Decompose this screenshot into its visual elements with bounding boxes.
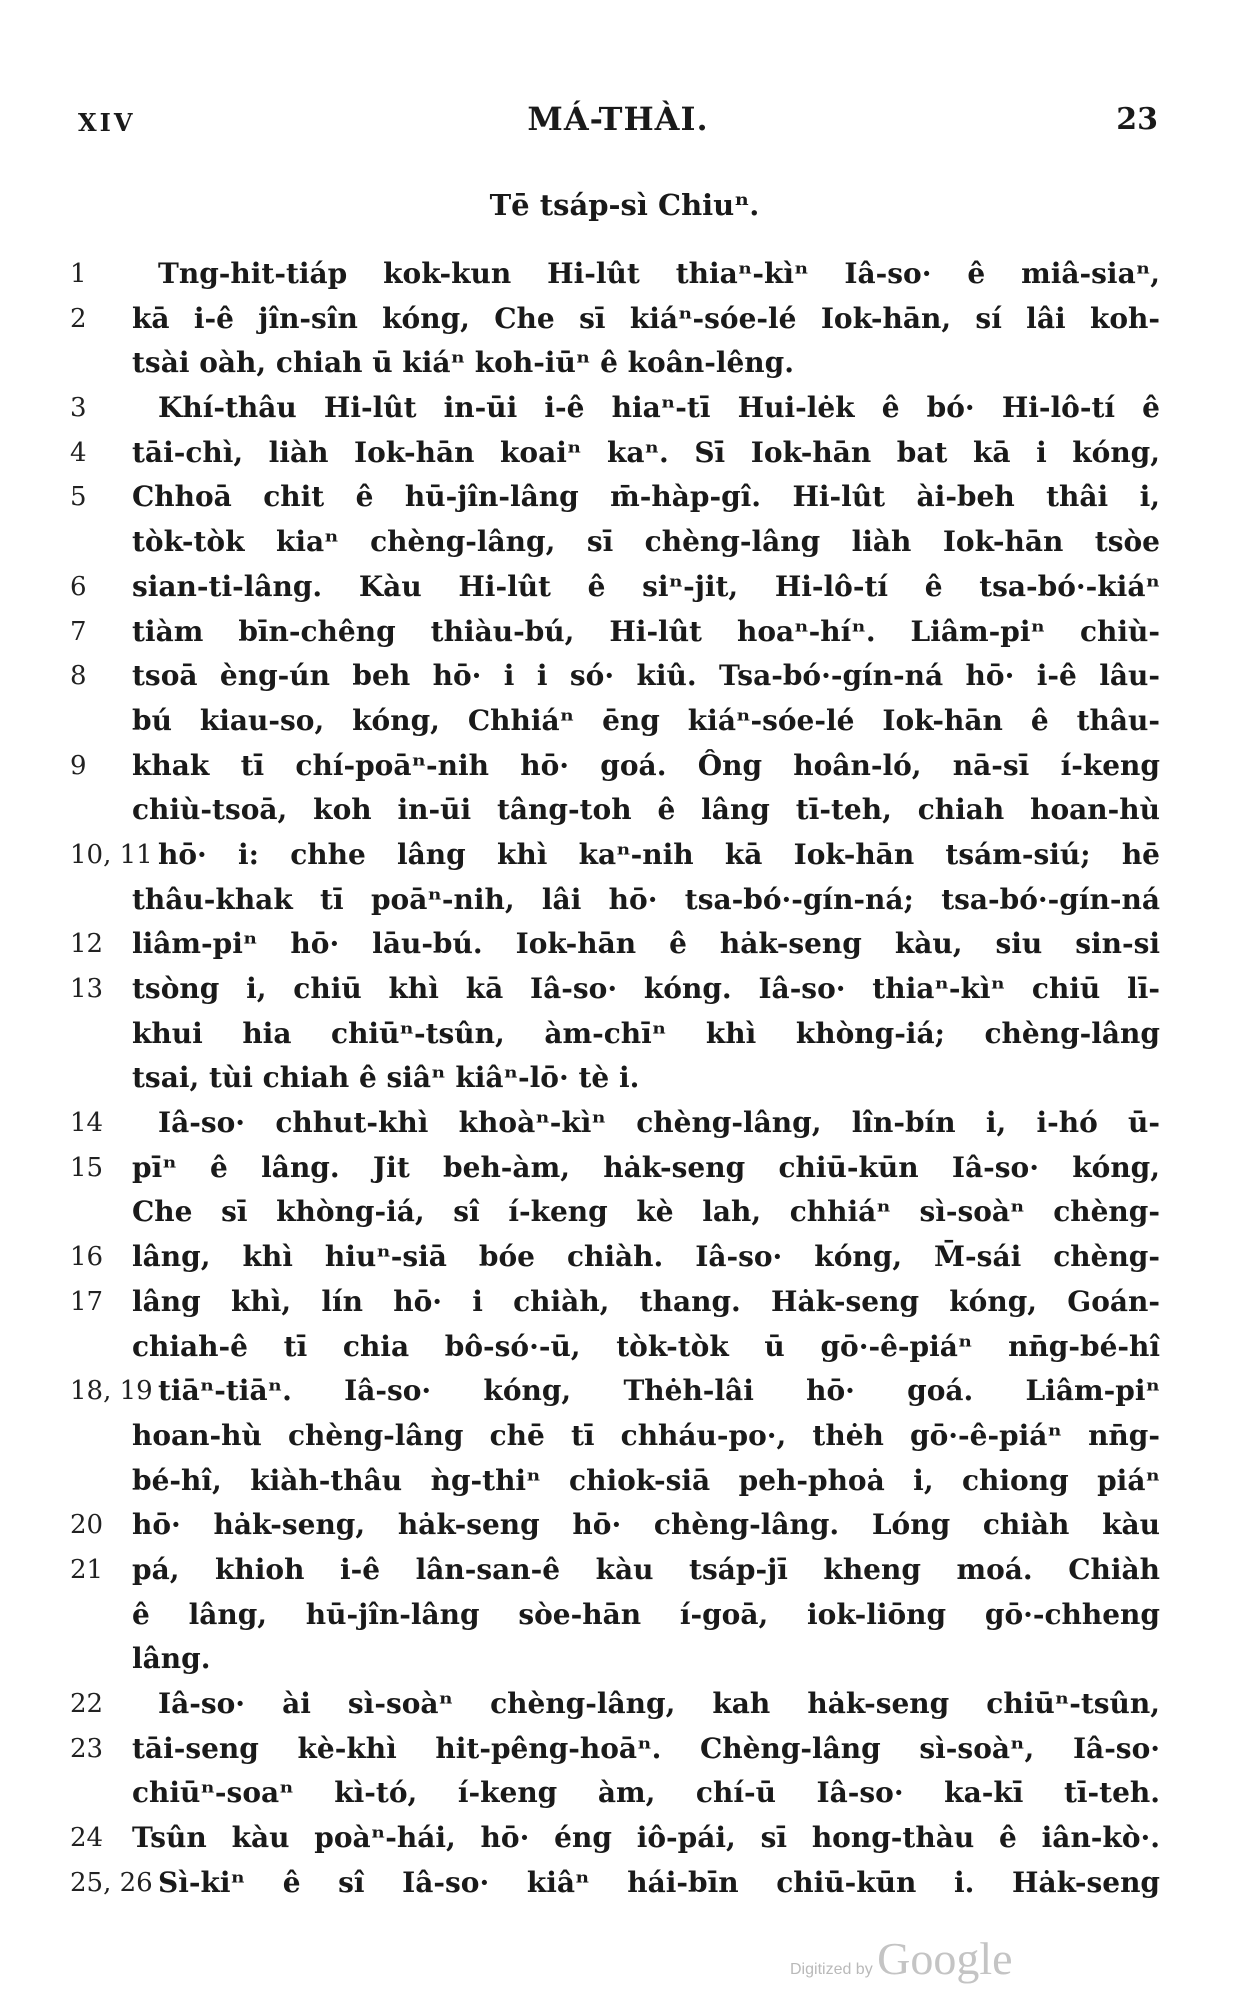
text-line xyxy=(70,788,1160,833)
verse-number: 18, 19 xyxy=(70,1376,153,1407)
line-text: tsoā èng-ún beh hō· i i só· kiû. Tsa-bó·-gín-ná hō· i-ê lâu- xyxy=(132,659,1160,693)
text-line xyxy=(70,610,1160,655)
verse-number: 22 xyxy=(70,1689,104,1719)
line-text: chiù-tsoā, koh in-ūi tâng-toh ê lâng tī-teh, chiah hoan-hù xyxy=(132,793,1160,827)
text-line xyxy=(70,1369,1160,1414)
watermark-prefix: Digitized by xyxy=(790,1961,873,1978)
line-text: tiàm bīn-chêng thiàu-bú, Hi-lût hoaⁿ-híⁿ. Liâm-piⁿ chiù- xyxy=(132,614,1160,648)
verse-number: 12 xyxy=(70,929,104,960)
verse-number: 25, 26 xyxy=(70,1867,153,1898)
text-line xyxy=(70,1101,1160,1146)
line-text: Tsûn kàu poàⁿ-hái, hō· éng iô-pái, sī hong-thàu ê iân-kò·. xyxy=(132,1821,1160,1855)
text-line xyxy=(70,1056,1160,1101)
line-text: Iâ-so· ài sì-soàⁿ chèng-lâng, kah hȧk-seng chiūⁿ-tsûn, xyxy=(158,1687,1160,1720)
text-line xyxy=(70,1816,1160,1861)
verse-number: 1 xyxy=(70,259,87,289)
verse-number: 6 xyxy=(70,571,87,602)
line-text: hoan-hù chèng-lâng chē tī chháu-po·, thėh gō·-ê-piáⁿ nn̄g- xyxy=(132,1418,1160,1452)
line-text: kā i-ê jîn-sîn kóng, Che sī kiáⁿ-sóe-lé Iok-hān, sí lâi koh- xyxy=(132,301,1160,335)
book-title: MÁ-THÀI. xyxy=(527,100,709,138)
verse-number: 3 xyxy=(70,393,87,424)
line-text: chiūⁿ-soaⁿ kì-tó, í-keng àm, chí-ū Iâ-so· ka-kī tī-teh. xyxy=(132,1776,1160,1810)
line-text: thâu-khak tī poāⁿ-nih, lâi hō· tsa-bó·-gín-ná; tsa-bó·-gín-ná xyxy=(132,882,1160,916)
verse-number: 7 xyxy=(70,616,87,647)
line-text: tsai, tùi chiah ê siâⁿ kiâⁿ-lō· tè i. xyxy=(132,1061,640,1095)
text-line xyxy=(70,878,1160,923)
line-text: hō· i: chhe lâng khì kaⁿ-nih kā Iok-hān tsám-siú; hē xyxy=(158,837,1160,871)
page-header xyxy=(78,100,1158,150)
verse-number: 10, 11 xyxy=(70,839,153,870)
text-line xyxy=(70,341,1160,386)
line-text: tāi-chì, liàh Iok-hān koaiⁿ kaⁿ. Sī Iok-hān bat kā i kóng, xyxy=(132,435,1160,469)
line-text: tsòng i, chiū khì kā Iâ-so· kóng. Iâ-so· thiaⁿ-kìⁿ chiū lī- xyxy=(132,972,1160,1005)
text-line xyxy=(70,1280,1160,1325)
line-text: hō· hȧk-seng, hȧk-seng hō· chèng-lâng. Lóng chiàh kàu xyxy=(132,1508,1160,1542)
text-line xyxy=(70,699,1160,744)
verse-number: 24 xyxy=(70,1823,104,1854)
verse-number: 8 xyxy=(70,661,87,692)
digitized-watermark xyxy=(790,1932,1013,1985)
text-line xyxy=(70,252,1160,297)
line-text: lâng khì, lín hō· i chiàh, thang. Hȧk-seng kóng, Goán- xyxy=(132,1284,1160,1318)
line-text: khak tī chí-poāⁿ-nih hō· goá. Ông hoân-ló, nā-sī í-keng xyxy=(132,748,1160,782)
page-roman-numeral: XIV xyxy=(78,108,136,137)
verse-number: 17 xyxy=(70,1286,104,1317)
text-line xyxy=(70,1548,1160,1593)
line-text: pá, khioh i-ê lân-san-ê kàu tsáp-jī kheng moá. Chiàh xyxy=(132,1552,1160,1586)
text-line xyxy=(70,386,1160,431)
verse-number: 14 xyxy=(70,1108,104,1139)
line-text: liâm-piⁿ hō· lāu-bú. Iok-hān ê hȧk-seng kàu, siu sin-si xyxy=(132,927,1160,961)
text-line xyxy=(70,1146,1160,1191)
text-line xyxy=(70,654,1160,699)
text-line xyxy=(70,520,1160,565)
line-text: Tng-hit-tiáp kok-kun Hi-lût thiaⁿ-kìⁿ Iâ-so· ê miâ-siaⁿ, xyxy=(158,257,1160,290)
text-line xyxy=(70,744,1160,789)
line-text: bú kiau-so, kóng, Chhiáⁿ ēng kiáⁿ-sóe-lé Iok-hān ê thâu- xyxy=(132,703,1160,737)
line-text: tsài oàh, chiah ū kiáⁿ koh-iūⁿ ê koân-lêng. xyxy=(132,346,794,380)
text-line xyxy=(70,1235,1160,1280)
verse-number: 23 xyxy=(70,1733,104,1764)
line-text: Sì-kiⁿ ê sî Iâ-so· kiâⁿ hái-bīn chiū-kūn i. Hȧk-seng xyxy=(158,1865,1160,1899)
text-line xyxy=(70,1325,1160,1370)
verse-text-block xyxy=(70,252,1160,1905)
text-line xyxy=(70,1414,1160,1459)
text-line xyxy=(70,922,1160,967)
verse-number: 9 xyxy=(70,750,87,781)
line-text: sian-ti-lâng. Kàu Hi-lût ê siⁿ-jit, Hi-lô-tí ê tsa-bó·-kiáⁿ xyxy=(132,569,1160,603)
text-line xyxy=(70,475,1160,520)
text-line xyxy=(70,1012,1160,1057)
line-text: Iâ-so· chhut-khì khoàⁿ-kìⁿ chèng-lâng, lîn-bín i, i-hó ū- xyxy=(158,1106,1160,1140)
line-text: lâng, khì hiuⁿ-siā bóe chiàh. Iâ-so· kóng, M̄-sái chèng- xyxy=(132,1240,1160,1274)
line-text: Khí-thâu Hi-lût in-ūi i-ê hiaⁿ-tī Hui-lėk ê bó· Hi-lô-tí ê xyxy=(158,391,1160,425)
chapter-title: Tē tsáp-sì Chiuⁿ. xyxy=(489,188,760,222)
text-line xyxy=(70,833,1160,878)
line-text: lâng. xyxy=(132,1642,211,1676)
text-line xyxy=(70,1682,1160,1727)
google-logo: Google xyxy=(877,1933,1013,1984)
text-line xyxy=(70,1503,1160,1548)
text-line xyxy=(70,431,1160,476)
verse-number: 16 xyxy=(70,1242,104,1273)
text-line xyxy=(70,1593,1160,1638)
verse-number: 5 xyxy=(70,482,87,513)
line-text: chiah-ê tī chia bô-só·-ū, tòk-tòk ū gō·-ê-piáⁿ nn̄g-bé-hî xyxy=(132,1329,1160,1363)
line-text: Chhoā chit ê hū-jîn-lâng m̄-hàp-gî. Hi-lût ài-beh thâi i, xyxy=(132,480,1160,514)
text-line xyxy=(70,1727,1160,1772)
line-text: bé-hî, kiàh-thâu ǹg-thiⁿ chiok-siā peh-phoȧ i, chiong piáⁿ xyxy=(132,1463,1160,1497)
line-text: tòk-tòk kiaⁿ chèng-lâng, sī chèng-lâng liàh Iok-hān tsòe xyxy=(132,525,1160,559)
line-text: tāi-seng kè-khì hit-pêng-hoāⁿ. Chèng-lâng sì-soàⁿ, Iâ-so· xyxy=(132,1731,1160,1765)
line-text: tiāⁿ-tiāⁿ. Iâ-so· kóng, Thėh-lâi hō· goá. Liâm-piⁿ xyxy=(158,1374,1160,1408)
line-text: ê lâng, hū-jîn-lâng sòe-hān í-goā, iok-liōng gō·-chheng xyxy=(132,1597,1160,1631)
text-line xyxy=(70,1459,1160,1504)
text-line xyxy=(70,967,1160,1012)
verse-number: 21 xyxy=(70,1554,104,1585)
text-line xyxy=(70,297,1160,342)
verse-number: 15 xyxy=(70,1152,104,1183)
verse-number: 4 xyxy=(70,437,87,468)
text-line xyxy=(70,565,1160,610)
line-text: pīⁿ ê lâng. Jit beh-àm, hȧk-seng chiū-kūn Iâ-so· kóng, xyxy=(132,1150,1160,1184)
line-text: Che sī khòng-iá, sî í-keng kè lah, chhiáⁿ sì-soàⁿ chèng- xyxy=(132,1195,1160,1229)
verse-number: 2 xyxy=(70,303,87,334)
verse-number: 20 xyxy=(70,1510,104,1541)
line-text: khui hia chiūⁿ-tsûn, àm-chīⁿ khì khòng-iá; chèng-lâng xyxy=(132,1016,1160,1050)
text-line xyxy=(70,1861,1160,1906)
text-line xyxy=(70,1190,1160,1235)
text-line xyxy=(70,1771,1160,1816)
text-line xyxy=(70,1637,1160,1682)
page-number: 23 xyxy=(1116,102,1158,137)
verse-number: 13 xyxy=(70,974,104,1004)
